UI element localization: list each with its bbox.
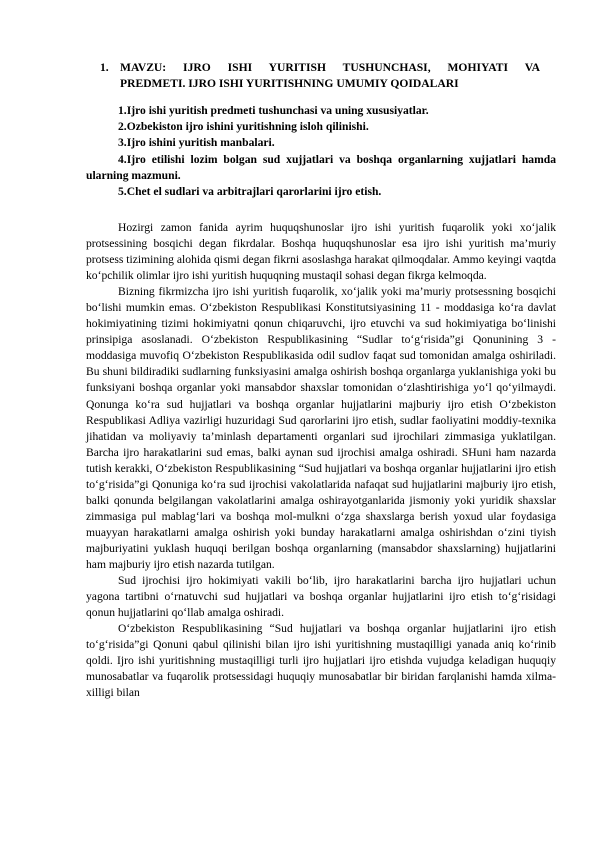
outline-item: 1.Ijro ishi yuritish predmeti tushunchasi va uning xususiyatlar. [118,104,429,117]
paragraph: Hozirgi zamon fanida ayrim huquqshunoslar ijro ishi yuritish fuqarolik yoki xo‘jalik protsessining bosqichi degan fikrdalar. Boshqa huquqshunoslar esa ijro ishi yuritish ma’muriy protsess tizimining alohida qismi degan fikrni asoslashga harakat qilmoqdalar. Ammo keyingi vaqtda ko‘pchilik olimlar ijro ishi yuritish huquqning mustaqil sohasi degan fikrga kelmoqda. [86,221,556,283]
outline-item: 2.Ozbekiston ijro ishini yuritishning isloh qilinishi. [118,120,369,134]
topic-outline [86,103,556,200]
section-title-line-1 [100,60,540,76]
outline-item: 3.Ijro ishini yuritish manbalari. [118,136,275,150]
paragraph: Sud ijrochisi ijro hokimiyati vakili bo‘lib, ijro harakatlarini barcha ijro hujjatlari uchun yagona tartibni o‘rnatuvchi sud hujjatlari va boshqa organlar hujjatlarini ijro etish to‘g‘risidagi qonun hujjatlarini qo‘llab amalga oshiradi. [86,574,556,620]
paragraph: O‘zbekiston Respublikasining “Sud hujjatlari va boshqa organlar hujjatlarini ijro etish to‘g‘risida”gi Qonuni qabul qilinishi bilan ijro ishi yuritishning mustaqilligi yanada aniq ko‘rinib qoldi. Ijro ishi yuritishning mustaqilligi turli ijro hujjatlari ijro etishda vujudga keladigan huquqiy munosabatlar va fuqarolik protsessidagi huquqiy munosabatlar bir biridan farqlanishi hamda xilma-xilligi bilan [86,622,556,700]
paragraph: Bizning fikrmizcha ijro ishi yuritish fuqarolik, xo‘jalik yoki ma’muriy protsessning bosqichi bo‘lishi mumkin emas. O‘zbekiston Respublikasi Konstitutsiyasining 11 - moddasiga ko‘ra davlat hokimiyatining tizimi hokimiyatni qonun chiqaruvchi, ijro etuvchi va sud hokimiyatiga bo‘linishi prinsipiga asoslanadi. O‘zbekiston Respublikasining “Sudlar to‘g‘risida”gi Qonunining 3 - moddasiga muvofiq O‘zbekiston Respublikasida odil sudlov faqat sud tomonidan amalga oshiriladi. Bu shuni bildiradiki sudlarning funksiyasini amalga oshirish boshqa organlarga yuklanishiga yoki bu funksiyani boshqa organlar yoki mansabdor shaxslar tomonidan o‘zlashtirishiga yo‘l qo‘yilmaydi. Qonunga ko‘ra sud hujjatlari va boshqa organlar hujjatlarini majburiy ijro etish O‘zbekiston Respublikasi Adliya vazirligi huzuridagi Sud qarorlarini ijro etish, sudlar faoliyatini moddiy-texnika jihatidan va moliyaviy ta’minlash departamenti organlari sud ijrochilari zimmasiga yuklatilgan. Barcha ijro harakatlarini sud emas, balki aynan sud ijrochisi amalga oshiradi. SHuni ham nazarda tutish kerakki, O‘zbekiston Respublikasining “Sud hujjatlari va boshqa organlar hujjatlarini ijro etish to‘g‘risida”gi Qonuniga ko‘ra sud ijrochisi vakolatlarida nafaqat sud hujjatlarini majburiy ijro etish, balki qonunda belgilangan vakolatlarini amalga oshirayotganlarida jismoniy yoki yuridik shaxslar zimmasiga pul mablag‘lari va boshqa mol-mulkni o‘zga shaxslarga berish yoxud ular foydasiga muayyan harakatlarni amalga oshirish yoki bunday harakatlarni amalga oshirishdan o‘zini tiyish majburiyatini yuklash huquqi berilgan boshqa organlarning (mansabdor shaxslarning) hujjatlarini ham majburiy ijro etish nazarda tutilgan. [86,285,556,571]
section-title-text-1: MAVZU: IJRO ISHI YURITISH TUSHUNCHASI, MOHIYATI VA [120,61,540,74]
section-title-line-2: PREDMETI. IJRO ISHI YURITISHNING UMUMIY QOIDALARI [120,77,459,90]
body-text [86,220,556,701]
outline-item: 4.Ijro etilishi lozim bolgan sud xujjatlari va boshqa organlarning xujjatlari hamda ularning mazmuni. [86,152,556,182]
section-title [100,60,540,92]
section-number: 1. [100,61,109,74]
outline-item: 5.Chet el sudlari va arbitrajlari qarorlarini ijro etish. [118,185,382,199]
